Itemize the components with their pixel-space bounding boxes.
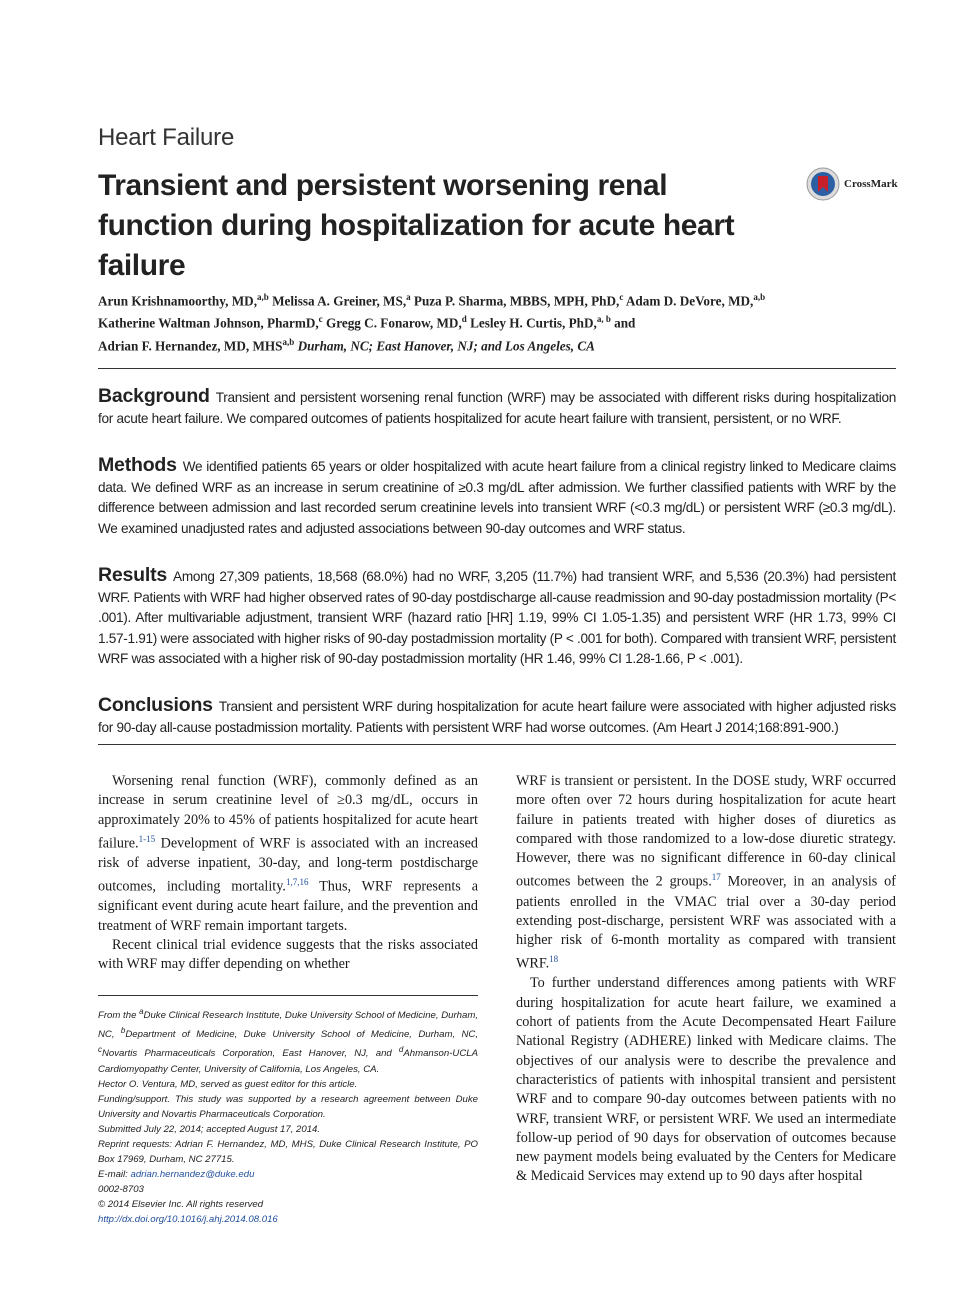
author-name: Melissa A. Greiner, MS, — [272, 293, 407, 309]
abstract-text-background: Transient and persistent worsening renal function (WRF) may be associated with different risks during hospitalization for acute heart failure. We compared outcomes of patients hospitalized for acute heart failure with transient, persistent, or no WRF. — [98, 390, 896, 426]
author-name: Arun Krishnamoorthy, MD, — [98, 293, 257, 309]
footnote-email — [98, 1167, 478, 1182]
email-label: E-mail: — [98, 1168, 131, 1180]
affiliation-sup: d — [398, 1045, 404, 1055]
author-name: Adrian F. Hernandez, MD, MHS — [98, 338, 283, 354]
author-affiliation-sup: a,b — [282, 336, 295, 347]
author-affiliation-sup: a — [406, 292, 411, 302]
author-name: Adam D. DeVore, MD, — [625, 293, 754, 309]
abstract-background — [98, 386, 896, 429]
author-list — [98, 288, 898, 355]
body-text: WRF is transient or persistent. In the DOSE study, WRF occurred more often over 72 hours during hospitalization for acute heart failure in patients treated with higher doses of diuretics as compared with those randomized to a low-dose diuretic strategy. However, there was no significant difference in 60-day clinical outcomes between the 2 groups. — [516, 773, 896, 891]
footnote-submitted: Submitted July 22, 2014; accepted August 17, 2014. — [98, 1123, 321, 1135]
abstract-heading-background: Background — [98, 385, 210, 407]
affiliation-sup: a — [139, 1007, 144, 1016]
abstract-heading-conclusions: Conclusions — [98, 694, 213, 716]
author-name: Katherine Waltman Johnson, PharmD, — [98, 315, 319, 331]
author-affiliation-sup: a,b — [257, 292, 269, 302]
author-name: Gregg C. Fonarow, MD, — [325, 315, 462, 331]
author-name: Lesley H. Curtis, PhD, — [470, 315, 597, 331]
body-paragraph — [98, 772, 478, 936]
body-text: Development of WRF is associated with an increased risk of adverse inpatient, 30-day, and long-term postdischarge outcomes, including mortality. — [98, 835, 478, 895]
footnote-issn: 0002-8703 — [98, 1183, 144, 1195]
section-label: Heart Failure — [98, 124, 235, 151]
email-link[interactable]: adrian.hernandez@duke.edu — [130, 1168, 255, 1180]
abstract-top-rule — [98, 368, 896, 369]
abstract-text-methods: We identified patients 65 years or older hospitalized with acute heart failure from a clinical registry linked to Medicare claims data. We defined WRF as an increase in serum creatinine of ≥0.3 mg/dL after admission. We further classified patients with WRF by the difference between admission and last recorded serum creatinine levels into transient WRF (<0.3 mg/dL) or persistent WRF (≥0.3 mg/dL). We examined unadjusted rates and adjusted associations between 90-day outcomes and WRF status. — [98, 459, 896, 536]
author-affiliation-sup: d — [461, 314, 467, 325]
citation-link[interactable]: 1,7,16 — [285, 877, 309, 888]
abstract-conclusions — [98, 695, 896, 738]
body-paragraph: To further understand differences among patients with WRF during hospitalization for acute heart failure, we examined a cohort of patients from the Acute Decompensated Heart Failure National Registry (ADHERE) linked with Medicare claims. The objectives of our analysis were to describe the prevalence and characteristics of patients with inhospital transient and persistent WRF and to compare 90-day outcomes between patients with no WRF, transient WRF, or persistent WRF. We used an intermediate follow-up period of 90 days for observation of outcomes because new payment models being evaluated by the Centers for Medicare & Medicaid Services may extend up to 90 days after hospital — [516, 975, 896, 1185]
author-affiliation-sup: c — [318, 314, 323, 325]
footnote-reprints: Reprint requests: Adrian F. Hernandez, MD, MHS, Duke Clinical Research Institute, PO Box 17969, Durham, NC 27715. — [98, 1138, 478, 1165]
citation-link[interactable]: 17 — [711, 872, 721, 883]
author-affiliation-sup: a, b — [596, 314, 611, 325]
doi-link[interactable]: http://dx.doi.org/10.1016/j.ahj.2014.08.016 — [98, 1213, 278, 1225]
footnotes — [98, 1004, 478, 1227]
body-paragraph — [516, 772, 896, 974]
author-line-3 — [98, 333, 898, 355]
author-line-2 — [98, 310, 898, 332]
abstract-text-conclusions: Transient and persistent WRF during hospitalization for acute heart failure were associated with higher adjusted risks for 90-day all-cause postadmission mortality. Patients with persistent WRF had worse outcomes. (Am Heart J 2014;168:891-900.) — [98, 699, 896, 735]
abstract-heading-results: Results — [98, 564, 168, 586]
footnote-funding: Funding/support. This study was supported by a research agreement between Duke University and Novartis Pharmaceuticals Corporation. — [98, 1093, 478, 1120]
author-conjunction: and — [614, 315, 636, 331]
body-paragraph: Recent clinical trial evidence suggests that the risks associated with WRF may differ depending on whether — [98, 936, 478, 973]
abstract-results — [98, 565, 896, 670]
body-text: Moreover, in an analysis of patients enrolled in the VMAC trial over a 30-day period extending post-discharge, persistent WRF was associated with a higher risk of 6-month mortality as compared with transient WRF. — [516, 874, 897, 973]
author-affiliation-sup: a,b — [753, 292, 766, 302]
body-text: Worsening renal function (WRF), commonly defined as an increase in serum creatinine level of ≥0.3 mg/dL, occurs in approximately 20% to 45% of patients hospitalized for acute heart failure. — [98, 773, 478, 852]
footnote-text: Duke Clinical Research Institute, Duke University School of Medicine, Durham, NC, — [98, 1010, 478, 1041]
body-left-column — [98, 772, 478, 974]
citation-link[interactable]: 1-15 — [138, 833, 156, 844]
author-affiliation-sup: c — [619, 292, 624, 302]
footnote-guest-editor: Hector O. Ventura, MD, served as guest editor for this article. — [98, 1078, 358, 1090]
affiliation-sup: b — [120, 1026, 126, 1036]
body-right-column — [516, 772, 896, 1187]
footnote-rule — [98, 995, 478, 996]
author-line-1 — [98, 288, 898, 310]
crossmark-badge[interactable] — [806, 166, 906, 202]
footnote-text: Novartis Pharmaceuticals Corporation, East Hanover, NJ, and — [102, 1048, 399, 1060]
crossmark-label: CrossMark — [844, 178, 898, 190]
citation-link[interactable]: 18 — [549, 954, 559, 965]
affiliation-sup: c — [98, 1045, 102, 1055]
body-text: Thus, WRF represents a significant event during acute heart failure, and the prevention and treatment of WRF remain important targets. — [98, 878, 478, 934]
abstract-bottom-rule — [98, 744, 896, 745]
footnote-copyright: © 2014 Elsevier Inc. All rights reserved — [98, 1198, 264, 1210]
crossmark-icon — [806, 167, 840, 201]
footnote-affiliations — [98, 1004, 478, 1077]
footnote-text: Ahmanson-UCLA Cardiomyopathy Center, University of California, Los Angeles, CA. — [98, 1048, 478, 1075]
footnote-text: Department of Medicine, Duke University School of Medicine, Durham, NC, — [125, 1029, 479, 1041]
abstract-heading-methods: Methods — [98, 454, 177, 476]
article-title: Transient and persistent worsening renal function during hospitalization for acute heart failure — [98, 169, 735, 282]
abstract-methods — [98, 455, 896, 539]
footnote-text: From the — [98, 1010, 140, 1022]
abstract-text-results: Among 27,309 patients, 18,568 (68.0%) had no WRF, 3,205 (11.7%) had transient WRF, and 5,536 (20.3%) had persistent WRF. Patients with WRF had higher observed rates of 90-day postdischarge all-cause readmission and 90-day postadmission mortality (P< .001). After multivariable adjustment, transient WRF (hazard ratio [HR] 1.19, 99% CI 1.05-1.35) and persistent WRF (HR 1.73, 99% CI 1.57-1.91) were associated with higher risks of 90-day postadmission mortality (P < .001 for both). Compared with transient WRF, persistent WRF was associated with a higher risk of 90-day postadmission mortality (HR 1.46, 99% CI 1.28-1.66, P < .001). — [98, 569, 896, 667]
author-name: Puza P. Sharma, MBBS, MPH, PhD, — [413, 293, 620, 309]
author-locations: Durham, NC; East Hanover, NJ; and Los Angeles, CA — [297, 338, 595, 354]
